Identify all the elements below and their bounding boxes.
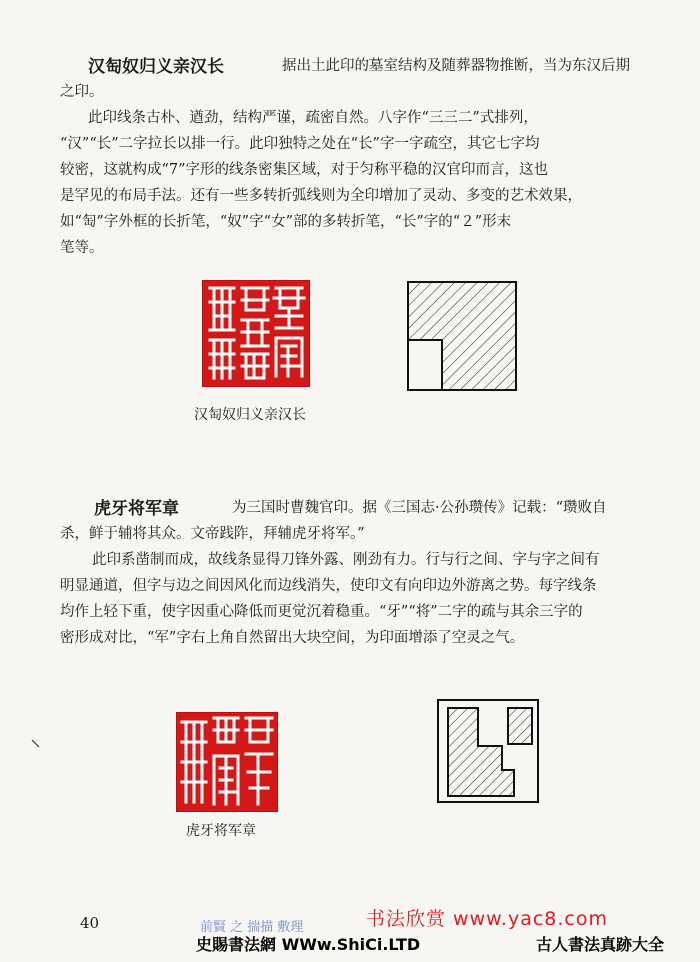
seal-image-2 bbox=[176, 712, 278, 812]
section2-line-4: 明显通道，但字与边之间因风化而边线消失，使印文有向印边外游离之势。每字线条 bbox=[60, 578, 597, 594]
section1-line-1: 据出土此印的墓室结构及随葬器物推断，当为东汉后期 bbox=[282, 58, 630, 74]
seal-caption-2: 虎牙将军章 bbox=[186, 823, 256, 839]
section1-line-6: 是罕见的布局手法。还有一些多转折弧线则为全印增加了灵动、多变的艺术效果， bbox=[60, 188, 582, 204]
footer-series-text: 前賢 之 揣描 敷理 bbox=[200, 920, 304, 935]
section1-line-8: 笔等。 bbox=[60, 240, 104, 256]
seal-caption-1: 汉匋奴归义亲汉长 bbox=[194, 407, 306, 423]
watermark-site-red: 书法欣赏 www.yac8.com bbox=[366, 908, 608, 930]
layout-sketch-2 bbox=[432, 694, 542, 806]
section2-line-5: 均作上轻下重，使字因重心降低而更觉沉着稳重。“牙”“将”二字的疏与其余三字的 bbox=[60, 604, 583, 620]
watermark-site-left: 史賜書法網 WWw.ShiCi.LTD bbox=[196, 935, 421, 954]
section2-title: 虎牙将军章 bbox=[94, 499, 179, 519]
section1-title: 汉匋奴归义亲汉长 bbox=[88, 57, 224, 77]
section2-line-6: 密形成对比，“军”字右上角自然留出大块空间，为印面增添了空灵之气。 bbox=[60, 630, 525, 646]
section1-line-5: 较密，这就构成“7”字形的线条密集区域，对于匀称平稳的汉官印而言，这也 bbox=[60, 162, 549, 178]
layout-sketch-1 bbox=[402, 278, 522, 398]
seal-image-1 bbox=[202, 280, 310, 387]
section1-line-2: 之印。 bbox=[60, 84, 104, 100]
section1-line-7: 如“匋”字外框的长折笔，“奴”字“女”部的多转折笔，“长”字的“２”形末 bbox=[60, 214, 512, 230]
watermark-site-right: 古人書法真跡大全 bbox=[536, 935, 665, 954]
section2-line-2: 杀，鲜于辅将其众。文帝践阼，拜辅虎牙将军。” bbox=[60, 526, 365, 542]
section2-line-1: 为三国时曹魏官印。据《三国志·公孙瓒传》记载：“瓒败自 bbox=[232, 500, 607, 516]
section1-line-3: 此印线条古朴、遒劲，结构严谨，疏密自然。八字作“三三二”式排列， bbox=[88, 110, 538, 126]
section1-line-4: “汉”“长”二字拉长以排一行。此印独特之处在“长”字一字疏空，其它七字均 bbox=[60, 136, 540, 152]
section2-line-3: 此印系凿制而成，故线条显得刀锋外露、刚劲有力。行与行之间、字与字之间有 bbox=[92, 552, 600, 568]
page-number: 40 bbox=[80, 914, 100, 932]
stray-mark bbox=[30, 738, 42, 750]
